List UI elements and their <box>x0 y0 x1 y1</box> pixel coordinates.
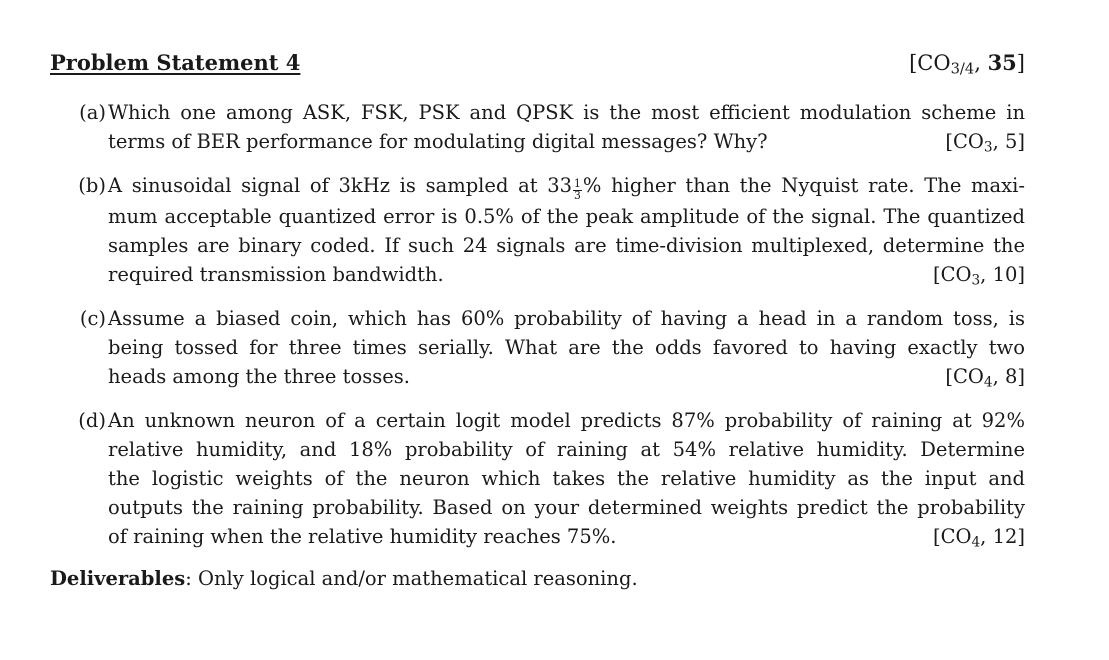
co-marks: , 12] <box>980 524 1025 548</box>
total-marks: 35 <box>987 50 1017 75</box>
question-line-segment: A sinusoidal signal of 3kHz is sampled at 33 <box>108 174 573 197</box>
question-d <box>50 406 1025 551</box>
fraction-numerator: 1 <box>574 177 581 191</box>
question-co <box>945 127 1025 156</box>
co-marks: , 10] <box>980 262 1025 286</box>
question-line: the logistic weights of the neuron which takes the relative humidity as the input and <box>108 466 1025 490</box>
question-text <box>108 406 1025 551</box>
question-line <box>108 171 1025 202</box>
fraction-denominator: 3 <box>574 188 581 202</box>
question-line: An unknown neuron of a certain logit model predicts 87% probability of raining at 92% <box>108 408 1025 432</box>
question-label: (b) <box>78 174 106 197</box>
co-prefix: [CO <box>932 524 972 548</box>
co-subscript: 4 <box>971 534 981 551</box>
co-prefix: [CO <box>945 364 984 388</box>
problem-header <box>50 48 1025 80</box>
question-label: (a) <box>79 101 106 124</box>
co-separator: , <box>974 51 988 75</box>
co-marks: , 8] <box>992 364 1025 388</box>
question-list <box>50 98 1025 551</box>
question-a <box>50 98 1025 156</box>
question-line-last <box>108 362 1025 391</box>
co-subscript: 3 <box>971 272 981 289</box>
question-line-last <box>108 522 1025 551</box>
question-line: samples are binary coded. If such 24 signals are time-division multiplexed, determine the <box>108 233 1025 257</box>
co-suffix: ] <box>1016 51 1025 75</box>
question-line: outputs the raining probability. Based on your determined weights predict the probability <box>108 495 1025 519</box>
fraction <box>573 179 582 201</box>
co-marks: , 5] <box>992 130 1025 153</box>
question-line: Which one among ASK, FSK, PSK and QPSK is the most efficient modulation scheme in <box>108 101 1025 124</box>
course-outcome-total <box>909 48 1025 78</box>
question-line-last <box>108 260 1025 289</box>
deliverables-text: : Only logical and/or mathematical reasoning. <box>185 566 638 590</box>
co-subscript: 4 <box>983 374 993 391</box>
question-text <box>108 304 1025 391</box>
question-text <box>108 98 1025 156</box>
question-line-text: terms of BER performance for modulating digital messages? Why? <box>108 130 768 153</box>
question-label: (c) <box>79 306 106 330</box>
question-line-text: of raining when the relative humidity reaches 75%. <box>108 524 617 548</box>
question-co <box>933 522 1025 551</box>
co-prefix: [CO <box>945 130 984 153</box>
question-co <box>933 260 1025 289</box>
question-line: mum acceptable quantized error is 0.5% of the peak amplitude of the signal. The quantized <box>108 204 1025 228</box>
question-co <box>945 362 1025 391</box>
deliverables-label: Deliverables <box>50 566 186 590</box>
question-line-segment: % higher than the Nyquist rate. The maxi- <box>582 174 1025 197</box>
co-prefix: [CO <box>909 51 951 75</box>
question-line-last <box>108 127 1025 156</box>
question-label: (d) <box>78 408 106 432</box>
question-b <box>50 171 1025 289</box>
question-line-text: heads among the three tosses. <box>108 364 410 388</box>
question-line: Assume a biased coin, which has 60% probability of having a head in a random toss, is <box>108 306 1025 330</box>
problem-title: Problem Statement 4 <box>50 50 301 75</box>
question-line: relative humidity, and 18% probability of raining at 54% relative humidity. Determine <box>108 437 1025 461</box>
question-text <box>108 171 1025 289</box>
question-line-text: required transmission bandwidth. <box>108 262 444 286</box>
problem-statement-page <box>50 48 1025 593</box>
question-c <box>50 304 1025 391</box>
deliverables <box>50 564 1025 593</box>
co-subscript: 3 <box>983 139 993 156</box>
co-subscript: 3/4 <box>950 60 975 78</box>
question-line: being tossed for three times serially. What are the odds favored to having exactly two <box>108 335 1025 359</box>
co-prefix: [CO <box>932 262 972 286</box>
